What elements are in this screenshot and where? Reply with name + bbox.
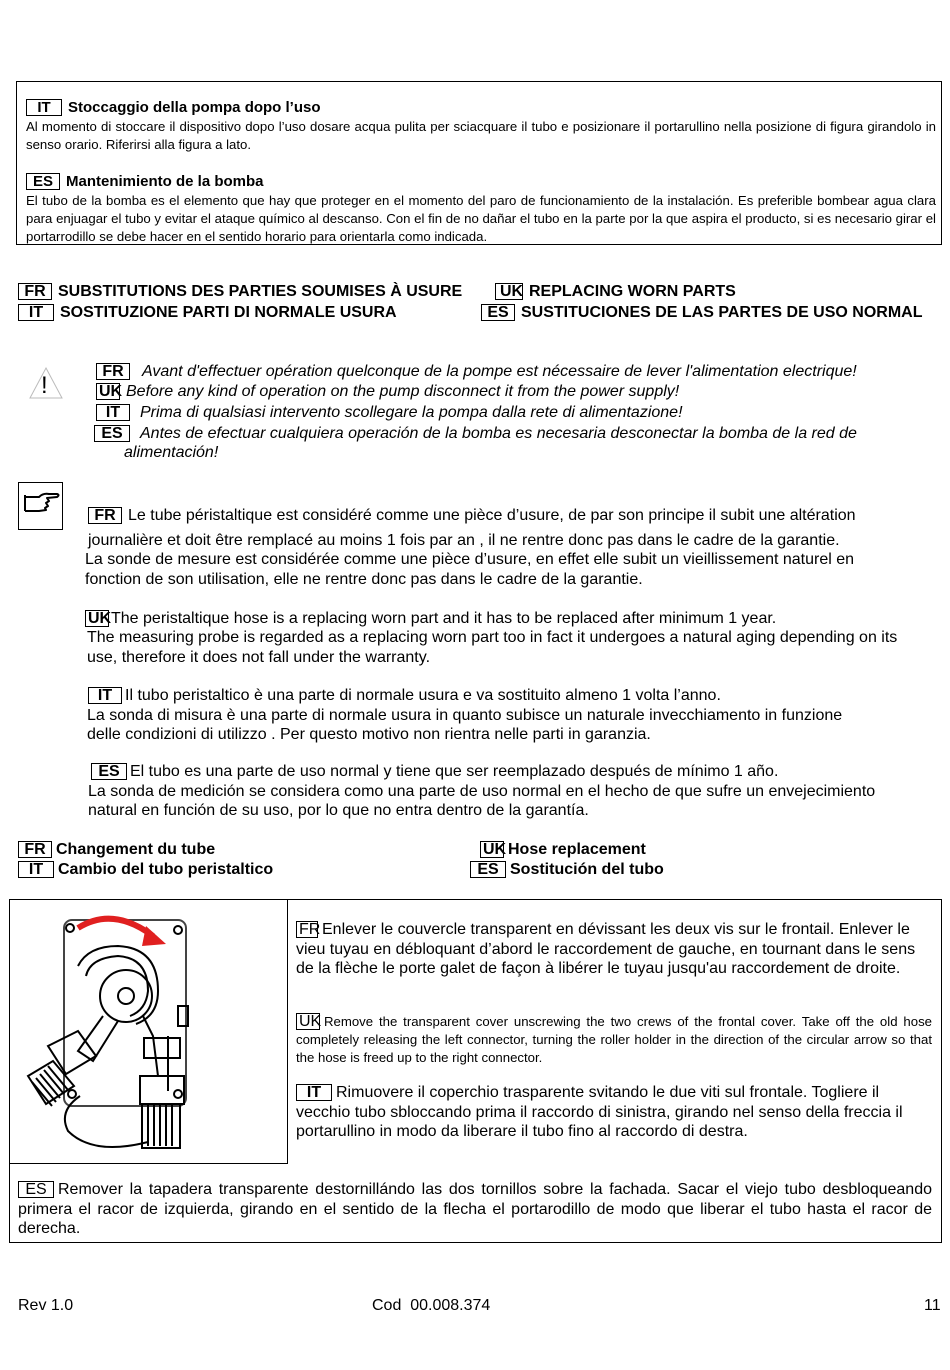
lang-tag-it: IT (88, 687, 122, 704)
note-it-line1: Il tubo peristaltico è una parte di normale usura e va sostituito almeno 1 volta l’anno. (125, 687, 721, 704)
note-fr-line3: La sonde de mesure est considérée comme une pièce d’usure, en effet elle subit un vieillissement naturel en (85, 551, 855, 568)
replacement-es (18, 1180, 932, 1239)
tube-heading-uk-text: Hose replacement (508, 841, 646, 858)
note-es-line1: El tubo es una parte de uso normal y tiene que ser reemplazado después de mínimo 1 año. (130, 763, 779, 780)
note-es (91, 762, 778, 782)
storage-it-text: Al momento di stoccare il dispositivo dopo l’uso dosare acqua pulita per sciacquare il tubo e posizionare il portarullino nella posizione di figura girandolo in senso orario. Riferirsi alla figura a lato. (26, 119, 936, 152)
pointing-hand-icon (18, 482, 63, 530)
warning-es-continued: alimentación! (124, 444, 219, 461)
heading-es-text: SUSTITUCIONES DE LAS PARTES DE USO NORMAL (521, 304, 923, 321)
worn-parts-heading-it (18, 303, 397, 323)
tube-heading-uk (480, 840, 646, 860)
lang-tag-es: ES (94, 425, 130, 442)
replacement-es-text: Remover la tapadera transparente destornillándo las dos tornillos sobre la fachada. Sacar el viejo tubo desbloqueando primera el racor de izquierda, girando en el sentido de la flecha el portarodillo de modo que liberar el tubo hasta el racor de derecha. (18, 1181, 932, 1237)
worn-parts-heading-fr (18, 282, 462, 302)
lang-tag-es: ES (470, 861, 506, 878)
lang-tag-uk: UK (296, 1013, 320, 1030)
storage-es-text: El tubo de la bomba es el elemento que hay que proteger en el momento del paro de funcionamiento de la instalación. Es preferible bombear agua clara para enjuagar el tubo y evitar el ataque químico al descanso. Con el fin de no dañar el tubo en la parte por la que aspira el producto, si es necesario girar el portarrodillo se debe hacer en el sentido horario para orientarla como indicada. (26, 193, 936, 244)
lang-tag-uk: UK (495, 283, 523, 300)
lang-tag-fr: FR (96, 363, 130, 380)
lang-tag-es: ES (26, 173, 60, 190)
lang-tag-it: IT (296, 1084, 332, 1101)
lang-tag-uk: UK (96, 383, 120, 400)
lang-tag-fr: FR (18, 283, 52, 300)
worn-parts-heading-es (481, 303, 923, 323)
storage-es-title: Mantenimiento de la bomba (66, 173, 264, 190)
warning-uk (96, 382, 679, 402)
lang-tag-uk: UK (480, 841, 504, 858)
image-divider-vertical (287, 899, 288, 1164)
note-it (88, 686, 721, 706)
note-fr (88, 506, 856, 526)
note-it-line2: La sonda di misura è una parte di normale usura in quanto subisce un naturale invecchiamento in funzione (87, 707, 843, 724)
replacement-uk (296, 1013, 932, 1067)
warning-it (96, 403, 683, 423)
lang-tag-it: IT (18, 304, 54, 321)
lang-tag-fr: FR (18, 841, 52, 858)
footer-page-number: 11 (924, 1297, 941, 1314)
storage-it-title: Stoccaggio della pompa dopo l’uso (68, 99, 321, 116)
footer-revision: Rev 1.0 (18, 1297, 74, 1314)
note-fr-line1: Le tube péristaltique est considéré comme une pièce d’usure, de par son principe il subit une altération (128, 507, 856, 524)
footer-code: Cod 00.008.374 (372, 1297, 491, 1314)
storage-box-bottom (16, 244, 942, 245)
replacement-fr (296, 920, 916, 979)
heading-fr-text: SUBSTITUTIONS DES PARTIES SOUMISES À USURE (58, 283, 463, 300)
replacement-fr-text: Enlever le couvercle transparent en dévissant les deux vis sur le frontail. Enlever le vieu tuyau en débloquant d’abord le raccordement de gauche, en tournant dans le sens de la flèche le porte galet de façon à libérer le tuyau jusqu'au raccordement de droite. (296, 921, 916, 977)
note-es-line2: La sonda de medición se considera como una parte de uso normal en el hecho de que sufre un envejecimiento (88, 783, 876, 800)
replacement-it (296, 1083, 921, 1142)
tube-heading-it-text: Cambio del tubo peristaltico (58, 861, 274, 878)
heading-uk-text: REPLACING WORN PARTS (529, 283, 736, 300)
warning-triangle-icon (28, 366, 64, 400)
warning-it-text: Prima di qualsiasi intervento scollegare la pompa dalla rete di alimentazione! (140, 404, 683, 421)
lang-tag-es: ES (18, 1181, 54, 1198)
storage-it-section (26, 98, 936, 154)
lang-tag-es: ES (91, 763, 127, 780)
warning-fr (96, 362, 857, 382)
warning-exclamation: ! (41, 372, 48, 399)
note-uk (85, 609, 776, 629)
warning-es (94, 424, 857, 444)
warning-uk-text: Before any kind of operation on the pump disconnect it from the power supply! (126, 383, 680, 400)
lang-tag-uk: UK (85, 610, 109, 627)
lang-tag-it: IT (96, 404, 130, 421)
heading-it-text: SOSTITUZIONE PARTI DI NORMALE USURA (60, 304, 397, 321)
note-uk-line1: The peristaltique hose is a replacing worn part and it has to be replaced after minimum 1 year. (111, 610, 777, 627)
replacement-it-text: Rimuovere il coperchio trasparente svitando le due viti sul frontale. Togliere il vecchio tubo sbloccando prima il raccordo di sinistra, girando nel senso della freccia il portarullino in modo da liberare il tubo fino al raccordo di destra. (296, 1084, 903, 1140)
note-es-line3: natural en función de su uso, por lo que no entra dentro de la garantía. (88, 802, 589, 819)
tube-heading-it (18, 860, 273, 880)
worn-parts-heading-uk (495, 282, 736, 302)
note-uk-line3: use, therefore it does not fall under the warranty. (87, 649, 431, 666)
image-divider-horizontal (9, 1163, 288, 1164)
lang-tag-it: IT (18, 861, 54, 878)
lang-tag-fr: FR (296, 921, 318, 938)
warning-fr-text: Avant d'effectuer opération quelconque de la pompe est nécessaire de lever l'alimentation electrique! (142, 363, 857, 380)
note-fr-line2: journalière et doit être remplacé au moins 1 fois par an , il ne rentre donc pas dans le cadre de la garantie. (88, 532, 840, 549)
pump-illustration (18, 906, 283, 1158)
replacement-uk-text: Remove the transparent cover unscrewing the two crews of the frontal cover. Take off the old hose completely releasing the left connector, turning the roller holder in the direction of the circular arrow so that the hose is freed up to the right connector. (296, 1014, 932, 1065)
lang-tag-it: IT (26, 99, 62, 116)
tube-heading-fr-text: Changement du tube (56, 841, 216, 858)
lang-tag-es: ES (481, 304, 515, 321)
warning-es-text: Antes de efectuar cualquiera operación de la bomba es necesaria desconectar la bomba de la red de (140, 425, 857, 442)
note-uk-line2: The measuring probe is regarded as a replacing worn part too in fact it undergoes a natural aging depending on its (87, 629, 898, 646)
tube-heading-es-text: Sostitución del tubo (510, 861, 664, 878)
storage-es-section (26, 172, 936, 246)
tube-heading-fr (18, 840, 215, 860)
lang-tag-fr: FR (88, 507, 122, 524)
note-fr-line4: fonction de son utilisation, elle ne rentre donc pas dans le cadre de la garantie. (85, 571, 643, 588)
note-it-line3: delle condizioni di utilizzo . Per questo motivo non rientra nelle parti in garanzia. (87, 726, 651, 743)
tube-heading-es (470, 860, 664, 880)
